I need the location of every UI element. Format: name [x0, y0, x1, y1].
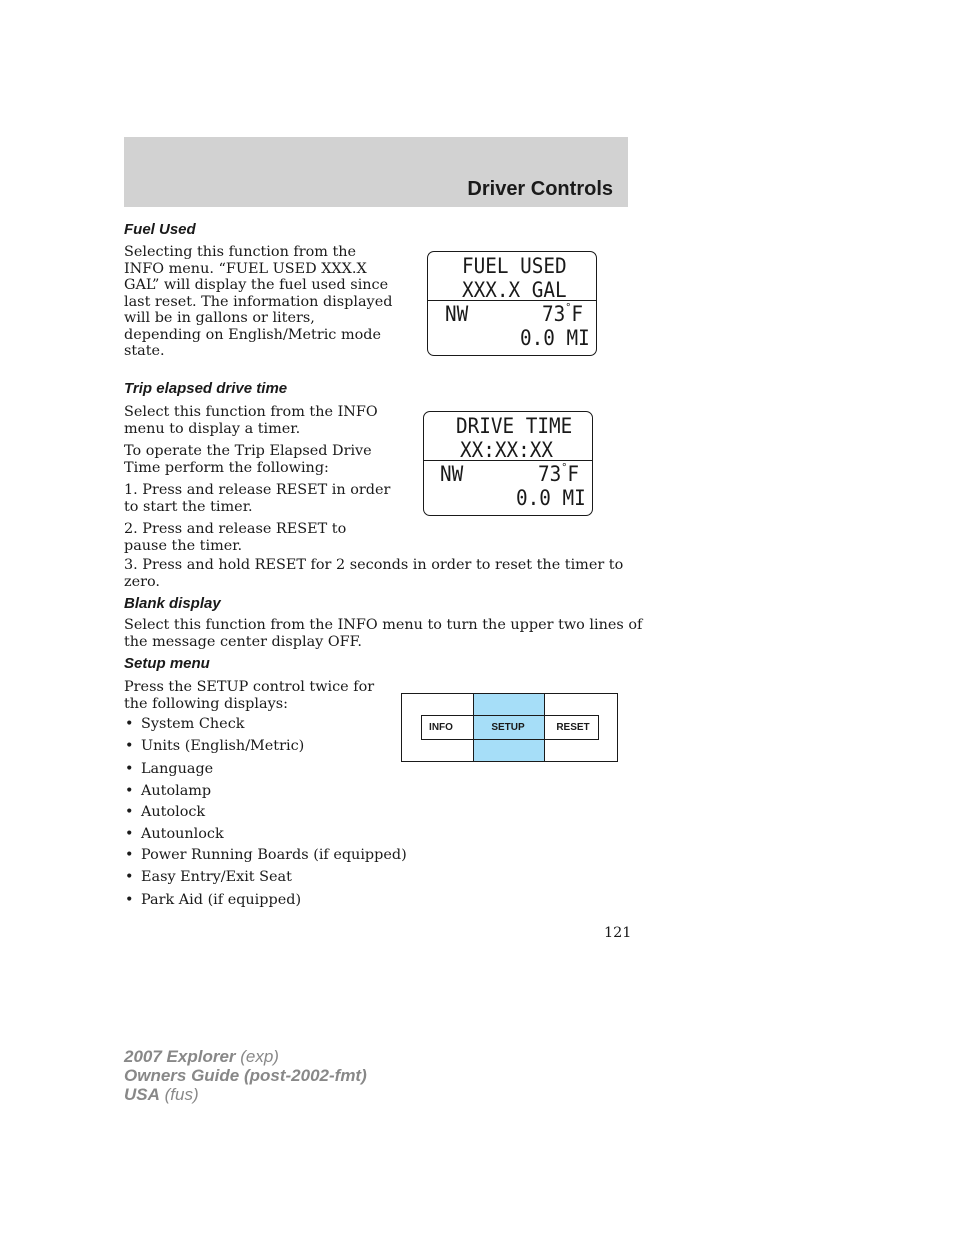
text-line: state. [124, 343, 165, 359]
setup-menu-heading: Setup menu [124, 655, 210, 672]
text-line: 1. Press and release RESET in order [124, 482, 391, 498]
list-item-label: Language [141, 761, 214, 777]
footer-model: 2007 Explorer [124, 1047, 236, 1066]
temperature-readout [542, 302, 583, 326]
bullet-icon: • [125, 826, 134, 842]
footer-market-code: (fus) [159, 1085, 199, 1104]
fuel-used-paragraph [124, 244, 392, 360]
list-item-label: Autolamp [141, 783, 212, 799]
page-title: Driver Controls [467, 178, 613, 200]
trip-step-1 [124, 482, 390, 515]
odometer-readout: 0.0 MI [516, 486, 586, 510]
degree-symbol: ° [565, 301, 572, 314]
display-line-1: FUEL USED [462, 254, 567, 278]
setup-button: SETUP [491, 722, 525, 733]
list-item-label: Park Aid (if equipped) [141, 892, 302, 908]
trip-paragraph-2 [124, 443, 372, 476]
fuel-used-heading: Fuel Used [124, 221, 196, 238]
control-button-row [421, 715, 599, 740]
compass-readout: NW [440, 462, 464, 486]
list-item-label: Autounlock [141, 826, 224, 842]
trip-elapsed-heading: Trip elapsed drive time [124, 380, 288, 397]
text-line: the message center display OFF. [124, 633, 362, 650]
text-line: 3. Press and hold RESET for 2 seconds in order to reset the timer to [124, 557, 624, 573]
bullet-icon: • [125, 804, 134, 820]
text-line: Selecting this function from the [124, 244, 357, 260]
list-item-label: System Check [141, 716, 245, 732]
header-band [124, 137, 628, 207]
display-line-1: DRIVE TIME [456, 414, 573, 438]
footer-line-1 [124, 1047, 367, 1066]
text-line: will be in gallons or liters, [124, 310, 315, 326]
info-button: INFO [429, 722, 453, 733]
text-line: 2. Press and release RESET to [124, 521, 347, 537]
page-number: 121 [604, 925, 632, 941]
temperature-value: 73 [538, 462, 562, 486]
bullet-icon: • [125, 761, 134, 777]
display-line-2: XXX.X GAL [462, 278, 567, 302]
trip-paragraph-1 [124, 404, 378, 437]
document-footer [124, 1047, 367, 1104]
temperature-unit: F [567, 462, 580, 486]
footer-line-2: Owners Guide (post-2002-fmt) [124, 1066, 367, 1085]
trip-step-2 [124, 521, 346, 554]
bullet-icon: • [125, 892, 134, 908]
text-line: To operate the Trip Elapsed Drive [124, 443, 372, 459]
bullet-icon: • [125, 847, 134, 863]
text-line: the following displays: [124, 695, 288, 712]
footer-line-3 [124, 1085, 367, 1104]
text-line: Select this function from the INFO menu to turn the upper two lines of [124, 617, 643, 633]
footer-model-code: (exp) [235, 1047, 279, 1066]
compass-readout: NW [445, 302, 469, 326]
fuel-used-display [427, 251, 597, 356]
text-line: to start the timer. [124, 498, 253, 515]
degree-symbol: ° [561, 461, 568, 474]
bullet-icon: • [125, 738, 134, 754]
reset-button: RESET [556, 722, 590, 733]
odometer-readout: 0.0 MI [520, 326, 590, 350]
text-line: depending on English/Metric mode [124, 326, 381, 343]
bullet-icon: • [125, 869, 134, 885]
bullet-icon: • [125, 716, 134, 732]
blank-display-paragraph [124, 617, 642, 650]
text-line: Time perform the following: [124, 459, 329, 476]
text-line: menu to display a timer. [124, 420, 301, 437]
text-line: zero. [124, 573, 160, 590]
control-panel-diagram [401, 693, 618, 762]
temperature-readout [538, 462, 579, 486]
temperature-value: 73 [542, 302, 566, 326]
display-line-2: XX:XX:XX [460, 438, 554, 462]
footer-market: USA [124, 1085, 160, 1104]
blank-display-heading: Blank display [124, 595, 221, 612]
text-line: GAL” will display the fuel used since [124, 277, 389, 293]
drive-time-display [423, 411, 593, 516]
trip-step-3 [124, 557, 623, 590]
list-item-label: Autolock [141, 804, 206, 820]
list-item-label: Easy Entry/Exit Seat [141, 869, 292, 885]
list-item-label: Units (English/Metric) [141, 738, 305, 754]
list-item-label: Power Running Boards (if equipped) [141, 847, 407, 863]
temperature-unit: F [571, 302, 584, 326]
text-line: pause the timer. [124, 537, 243, 554]
bullet-icon: • [125, 783, 134, 799]
text-line: Press the SETUP control twice for [124, 679, 375, 695]
text-line: Select this function from the INFO [124, 404, 378, 420]
setup-menu-paragraph [124, 679, 374, 712]
text-line: INFO menu. “FUEL USED XXX.X [124, 260, 367, 277]
text-line: last reset. The information displayed [124, 293, 393, 310]
